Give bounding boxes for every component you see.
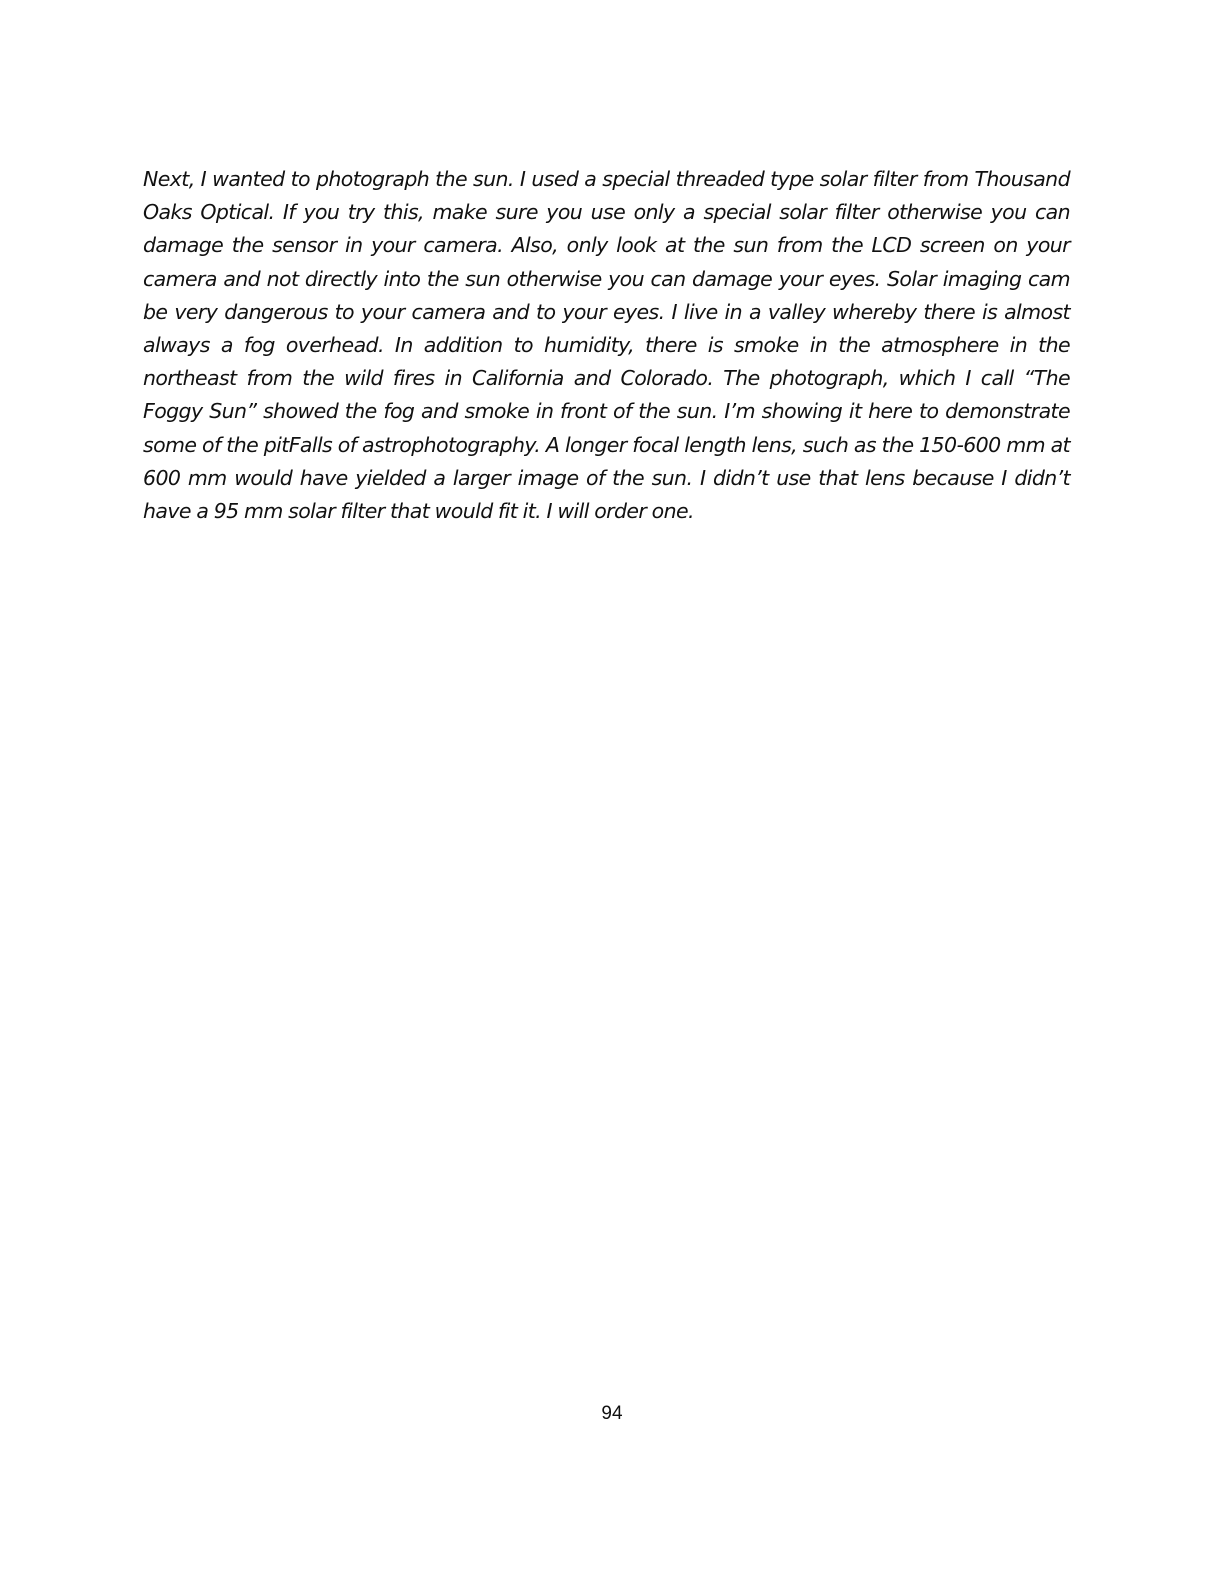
page-number: 94 [601, 1403, 623, 1424]
body-paragraph: Next, I wanted to photograph the sun. I used a special threaded type solar filter from Thousand Oaks Optical. If you try this, make sure you use only a special solar filter otherwise you can damage the sensor in your camera. Also, only look at the sun from the LCD screen on your camera and not directly into the sun otherwise you can damage your eyes. Solar imaging cam be very dangerous to your camera and to your eyes. I live in a valley whereby there is almost always a fog overhead. In addition to humidity, there is smoke in the atmosphere in the northeast from the wild fires in California and Colorado. The photograph, which I call “The Foggy Sun” showed the fog and smoke in front of the sun. I’m showing it here to demonstrate some of the pitFalls of astrophotography. A longer focal length lens, such as the 150-600 mm at 600 mm would have yielded a larger image of the sun. I didn’t use that lens because I didn’t have a 95 mm solar filter that would fit it. I will order one. [143, 167, 1070, 524]
